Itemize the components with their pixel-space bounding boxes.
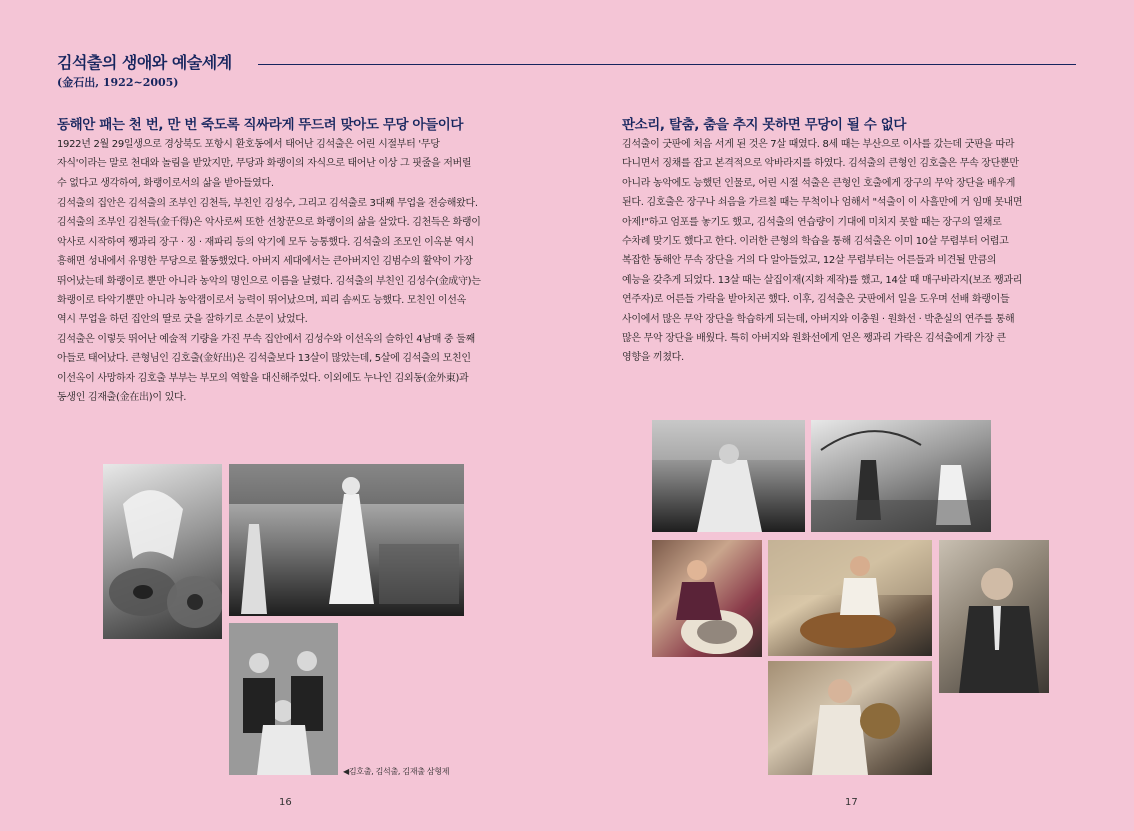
page-subtitle: (金石出, 1922~2005) xyxy=(57,76,179,89)
drum-illustration xyxy=(652,540,762,657)
text-line: 수 없다고 생각하여, 화랭이로서의 삶을 받아들였다. xyxy=(57,177,274,189)
umbrella-illustration xyxy=(811,420,991,532)
text-line: 수차례 맞기도 했다고 한다. 이러한 큰형의 학습을 통해 김석출은 이미 10살 무렵부터 어렵고 xyxy=(622,236,1009,248)
text-line: 화랭이로 타악기뿐만 아니라 농악잽이로서 능력이 뛰어났으며, 피리 솜씨도 능했다. 모친인 이선옥 xyxy=(57,295,466,307)
text-line: 사이에서 많은 무악 장단을 학습하게 되는데, 아버지와 이충원 · 원화선 · 박춘실의 연주를 통해 xyxy=(622,313,1015,325)
left-paragraph-2 xyxy=(57,194,481,330)
text-line: 아제!"하고 엄포를 놓기도 했고, 김석출의 연습량이 기대에 미치지 못할 때는 장구의 열채로 xyxy=(622,216,1002,228)
photo-young-performer xyxy=(652,420,805,532)
text-line: 이선옥이 사망하자 김호출 부부는 부모의 역할을 대신해주었다. 이외에도 누나인 김외동(金外東)과 xyxy=(57,372,469,384)
title-rule xyxy=(258,64,1076,65)
cymbal-player-illustration xyxy=(768,661,932,775)
page-title: 김석출의 생애와 예술세계 xyxy=(57,53,232,72)
text-line: 악사로 시작하여 쨍과리 장구 · 징 · 재파리 등의 악기에 모두 능통했다. 김석출의 조모인 이옥분 역시 xyxy=(57,236,474,248)
text-line: 김석출의 조부인 김천득(金千得)은 악사로써 또한 선창꾼으로 화랭이의 삶을 살았다. 김천득은 화랭이 xyxy=(57,217,481,229)
photo-janggu-player xyxy=(768,540,932,656)
text-line: 많은 무악 장단을 배웠다. 특히 아버지와 원화선에게 얻은 쨍과리 가락은 김석출에게 가장 큰 xyxy=(622,333,1006,345)
text-line: 된다. 김호출은 장구나 쇠음을 가르칠 때는 무척이나 엄해서 "석출이 이 사흘만에 거 임매 못내면 xyxy=(622,197,1023,209)
left-section-heading: 동해안 패는 천 번, 만 번 죽도록 직싸라게 뚜드려 맞아도 무당 아들이다 xyxy=(57,117,463,133)
photo-umbrella-dance xyxy=(811,420,991,532)
text-line: 다니면서 징채를 잡고 본격적으로 악바라지를 하였다. 김석출의 큰형인 김호출은 무속 장단뿐만 xyxy=(622,158,1019,170)
text-line: 자식'이라는 말로 천대와 놀림을 받았지만, 무당과 화랭이의 자식으로 태어난 이상 그 핏줄을 저버릴 xyxy=(57,158,472,170)
janggu-illustration xyxy=(768,540,932,656)
cymbal-illustration xyxy=(103,464,222,639)
photo-drummer-singing xyxy=(652,540,762,657)
text-line: 복잡한 동해안 무속 장단을 거의 다 알아들었고, 12살 무렵부터는 어른들과 비견될 만큼의 xyxy=(622,255,997,267)
right-section-heading: 판소리, 탈춤, 춤을 추지 못하면 무당이 될 수 없다 xyxy=(622,117,907,133)
left-paragraph-3 xyxy=(57,330,475,408)
photo-three-brothers xyxy=(229,623,338,775)
suit-illustration xyxy=(939,540,1049,693)
text-line: 동생인 김재출(金在出)이 있다. xyxy=(57,392,187,404)
portrait-illustration xyxy=(229,623,338,775)
text-line: 김석출이 굿판에 처음 서게 된 것은 7살 때였다. 8세 때는 부산으로 이사를 갔는데 굿판을 따라 xyxy=(622,139,1015,150)
text-line: 1922년 2월 29일생으로 경상북도 포항시 환호동에서 태어난 김석출은 어린 시절부터 '무당 xyxy=(57,139,440,150)
dance-illustration xyxy=(229,464,464,616)
page-number-right: 17 xyxy=(845,797,858,808)
photo-suited-musician xyxy=(939,540,1049,693)
text-line: 흥해면 성내에서 유명한 무당으로 활동했었다. 아버지 세대에서는 큰아버지인 김범수의 활약이 가장 xyxy=(57,256,473,268)
performer-illustration xyxy=(652,420,805,532)
page-number-left: 16 xyxy=(279,797,292,808)
text-line: 영향을 끼쳤다. xyxy=(622,352,684,364)
text-line: 뛰어났는데 화랭이로 뿐만 아니라 농악의 명인으로 이름을 날렸다. 김석출의 부친인 김성수(金成守)는 xyxy=(57,275,481,287)
photo-cymbals-ritual xyxy=(103,464,222,639)
text-line: 예능을 갖추게 되었다. 13살 때는 살집이재(지화 제작)를 했고, 14살 때 매구바라지(보조 쨍과리 xyxy=(622,274,1023,286)
right-paragraph xyxy=(622,135,1022,368)
text-line: 김석출의 집안은 김석출의 조부인 김천득, 부친인 김성수, 그리고 김석출로 3대째 무업을 전승해왔다. xyxy=(57,198,478,209)
photo-caption: ◀김호출, 김석출, 김재출 삼형제 xyxy=(343,767,450,776)
text-line: 연주자)로 어른들 가락을 받아치곤 했다. 이후, 김석출은 굿판에서 일을 도우며 선배 화랭이들 xyxy=(622,294,1010,306)
left-paragraph-1 xyxy=(57,135,471,193)
text-line: 아니라 농악에도 능했던 인물로, 어린 시절 석출은 큰형인 호출에게 장구의 무악 장단을 배우게 xyxy=(622,177,1016,189)
photo-cymbal-player xyxy=(768,661,932,775)
text-line: 김석출은 이렇듯 뛰어난 예술적 기량을 가진 무속 집안에서 김성수와 이선옥의 슬하인 4남매 중 둘째 xyxy=(57,334,475,345)
text-line: 아들로 태어났다. 큰형님인 김호출(金好出)은 김석출보다 13살이 많았는데, 5살에 김석출의 모친인 xyxy=(57,353,471,365)
photo-shaman-dance xyxy=(229,464,464,616)
text-line: 역시 무업을 하던 집안의 딸로 굿을 잘하기로 소문이 났었다. xyxy=(57,314,308,326)
